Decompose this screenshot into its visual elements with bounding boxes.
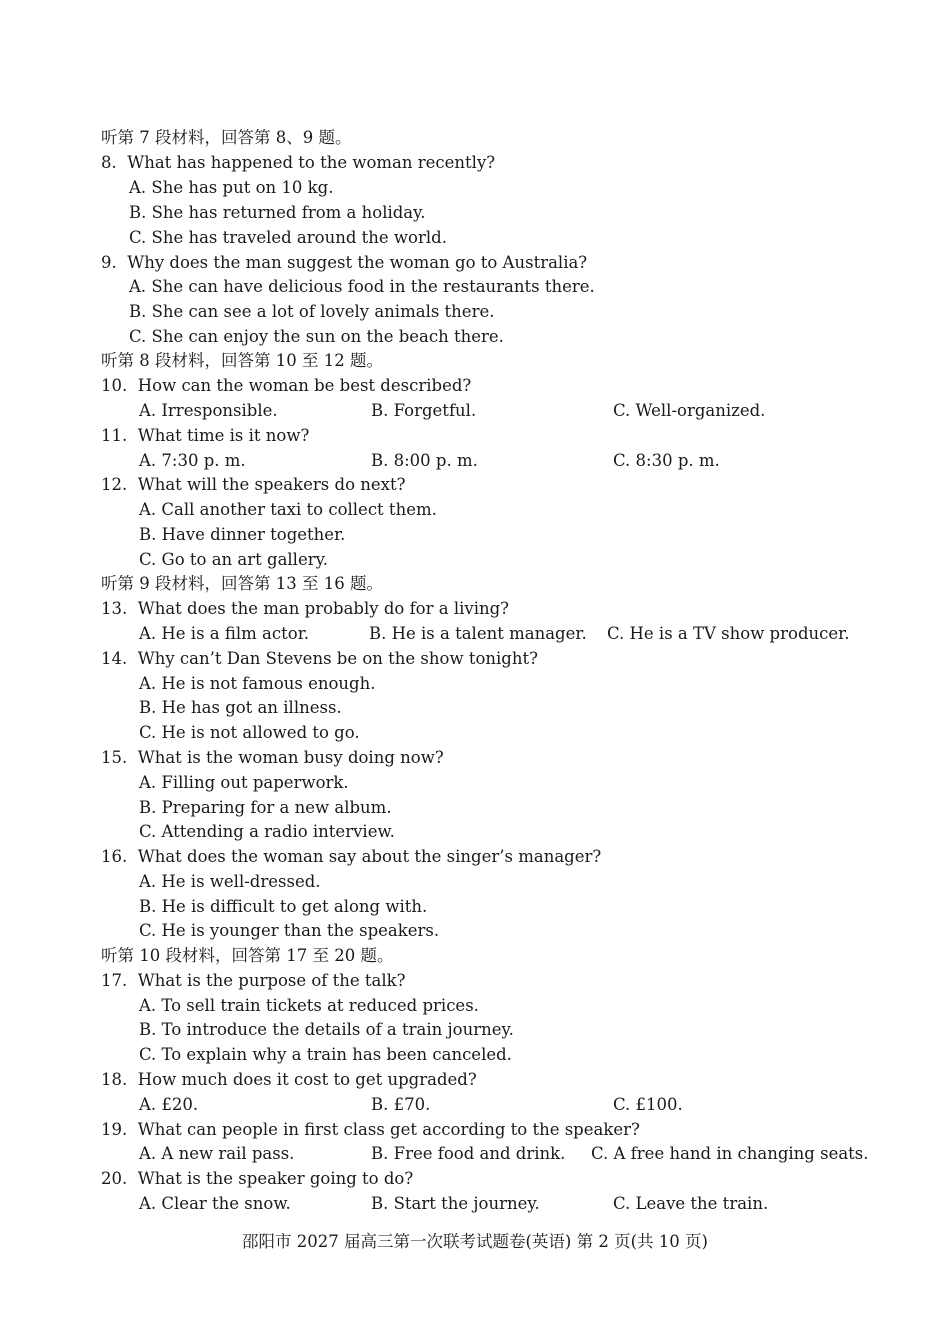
question-text: How much does it cost to get upgraded? bbox=[137, 1070, 477, 1089]
question-text: How can the woman be best described? bbox=[137, 376, 472, 395]
question-9 bbox=[101, 252, 587, 274]
question-18 bbox=[101, 1069, 477, 1091]
option-c: C. She can enjoy the sun on the beach there. bbox=[129, 327, 504, 346]
option-b: B. He is a talent manager. bbox=[369, 624, 587, 643]
option-b: B. Forgetful. bbox=[371, 401, 477, 420]
option-b: B. Preparing for a new album. bbox=[139, 798, 392, 817]
option-a: A. To sell train tickets at reduced prices. bbox=[139, 996, 479, 1015]
section-heading: 听第 9 段材料，回答第 13 至 16 题。 bbox=[101, 574, 383, 593]
question-number: 18. bbox=[101, 1070, 128, 1089]
question-15 bbox=[101, 747, 444, 769]
question-8 bbox=[101, 152, 495, 174]
option-a: A. She has put on 10 kg. bbox=[129, 178, 334, 197]
option-b: B. Start the journey. bbox=[371, 1194, 540, 1213]
option-a: A. He is a film actor. bbox=[139, 624, 310, 643]
option-a: A. £20. bbox=[139, 1095, 199, 1114]
option-c: C. He is a TV show producer. bbox=[607, 624, 850, 643]
option-b: B. Have dinner together. bbox=[139, 525, 346, 544]
question-text: What can people in first class get according to the speaker? bbox=[137, 1120, 640, 1139]
question-number: 15. bbox=[101, 748, 128, 767]
question-13 bbox=[101, 598, 509, 620]
question-number: 20. bbox=[101, 1169, 128, 1188]
question-text: What does the woman say about the singer’s manager? bbox=[137, 847, 602, 866]
option-c: C. He is not allowed to go. bbox=[139, 723, 360, 742]
question-text: Why can’t Dan Stevens be on the show tonight? bbox=[137, 649, 538, 668]
question-text: Why does the man suggest the woman go to Australia? bbox=[127, 253, 588, 272]
question-10 bbox=[101, 375, 471, 397]
question-17 bbox=[101, 970, 406, 992]
question-number: 11. bbox=[101, 426, 128, 445]
option-a: A. She can have delicious food in the restaurants there. bbox=[129, 277, 595, 296]
question-11 bbox=[101, 425, 309, 447]
question-number: 14. bbox=[101, 649, 128, 668]
section-heading: 听第 8 段材料，回答第 10 至 12 题。 bbox=[101, 351, 383, 370]
option-a: A. A new rail pass. bbox=[139, 1144, 295, 1163]
section-heading: 听第 7 段材料，回答第 8、9 题。 bbox=[101, 128, 352, 147]
question-number: 16. bbox=[101, 847, 128, 866]
question-number: 13. bbox=[101, 599, 128, 618]
question-text: What is the purpose of the talk? bbox=[137, 971, 406, 990]
page-footer: 邵阳市 2027 届高三第一次联考试题卷(英语) 第 2 页(共 10 页) bbox=[242, 1232, 708, 1251]
question-number: 19. bbox=[101, 1120, 128, 1139]
option-c: C. 8:30 p. m. bbox=[613, 451, 720, 470]
option-c: C. He is younger than the speakers. bbox=[139, 921, 440, 940]
option-c: C. A free hand in changing seats. bbox=[591, 1144, 869, 1163]
question-number: 8. bbox=[101, 153, 117, 172]
section-heading: 听第 10 段材料，回答第 17 至 20 题。 bbox=[101, 946, 394, 965]
question-12 bbox=[101, 474, 405, 496]
option-a: A. Clear the snow. bbox=[139, 1194, 291, 1213]
question-20 bbox=[101, 1168, 413, 1190]
option-c: C. She has traveled around the world. bbox=[129, 228, 447, 247]
question-text: What does the man probably do for a living? bbox=[137, 599, 510, 618]
option-c: C. To explain why a train has been canceled. bbox=[139, 1045, 512, 1064]
option-b: B. To introduce the details of a train journey. bbox=[139, 1020, 514, 1039]
option-c: C. Well-organized. bbox=[613, 401, 766, 420]
question-number: 12. bbox=[101, 475, 128, 494]
option-a: A. He is well-dressed. bbox=[139, 872, 321, 891]
question-text: What is the speaker going to do? bbox=[137, 1169, 414, 1188]
question-19 bbox=[101, 1119, 640, 1141]
option-a: A. Irresponsible. bbox=[139, 401, 278, 420]
question-number: 10. bbox=[101, 376, 128, 395]
option-a: A. He is not famous enough. bbox=[139, 674, 376, 693]
question-text: What is the woman busy doing now? bbox=[137, 748, 444, 767]
option-b: B. She has returned from a holiday. bbox=[129, 203, 426, 222]
option-b: B. He has got an illness. bbox=[139, 698, 342, 717]
option-c: C. £100. bbox=[613, 1095, 683, 1114]
option-b: B. Free food and drink. bbox=[371, 1144, 566, 1163]
option-b: B. £70. bbox=[371, 1095, 431, 1114]
question-number: 17. bbox=[101, 971, 128, 990]
option-c: C. Attending a radio interview. bbox=[139, 822, 395, 841]
option-a: A. Call another taxi to collect them. bbox=[139, 500, 437, 519]
question-text: What time is it now? bbox=[137, 426, 310, 445]
question-number: 9. bbox=[101, 253, 117, 272]
option-b: B. 8:00 p. m. bbox=[371, 451, 478, 470]
option-c: C. Leave the train. bbox=[613, 1194, 769, 1213]
option-b: B. He is difficult to get along with. bbox=[139, 897, 428, 916]
option-a: A. 7:30 p. m. bbox=[139, 451, 246, 470]
option-a: A. Filling out paperwork. bbox=[139, 773, 349, 792]
question-text: What has happened to the woman recently? bbox=[127, 153, 496, 172]
option-b: B. She can see a lot of lovely animals there. bbox=[129, 302, 495, 321]
question-text: What will the speakers do next? bbox=[137, 475, 406, 494]
question-16 bbox=[101, 846, 601, 868]
option-c: C. Go to an art gallery. bbox=[139, 550, 328, 569]
question-14 bbox=[101, 648, 538, 670]
